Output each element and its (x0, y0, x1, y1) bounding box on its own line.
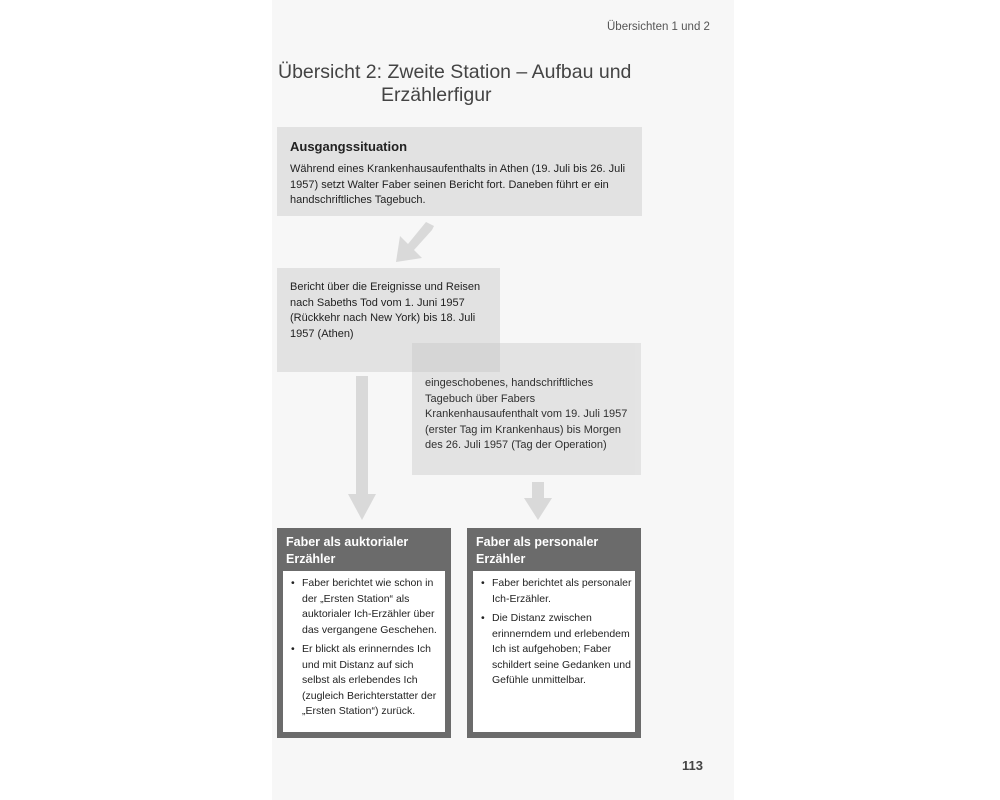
title-line-2: Erzählerfigur (381, 84, 492, 106)
personal-box (467, 528, 641, 738)
auktorial-heading: Faber als auktorialer Erzähler (286, 535, 409, 566)
page-number: 113 (682, 758, 703, 773)
situation-heading: Ausgangssituation (290, 139, 408, 154)
list-item: • Faber berichtet als personaler Ich-Erzähler. (480, 576, 632, 607)
diagonal-arrow-icon (392, 222, 438, 264)
box-overlap (412, 343, 500, 372)
tagebuch-text: eingeschobenes, handschriftliches Tagebuch über Fabers Krankenhausaufenthalt vom 19. Juli 1957 (erster Tag im Krankenhaus) bis Morgen des 26. Juli 1957 (Tag der Operation) (425, 377, 628, 451)
situation-box (277, 127, 642, 216)
bericht-text: Bericht über die Ereignisse und Reisen nach Sabeths Tod vom 1. Juni 1957 (Rückkehr nach New York) bis 18. Juli 1957 (Athen) (290, 281, 481, 340)
down-arrow-right-icon (524, 482, 552, 520)
list-item: • Er blickt als erinnerndes Ich und mit Distanz auf sich selbst als erlebendes Ich (zugleich Berichterstatter der „Ersten Station“) zurück. (290, 642, 442, 720)
title-line-1: Übersicht 2: Zweite Station – Aufbau und (278, 61, 632, 83)
list-item: • Die Distanz zwischen erinnerndem und erlebendem Ich ist aufgehoben; Faber schildert seine Gedanken und Gefühle unmittelbar. (480, 611, 632, 689)
running-head: Übersichten 1 und 2 (607, 21, 710, 33)
personal-list (480, 576, 632, 693)
personal-heading: Faber als personaler Erzähler (476, 535, 599, 566)
personal-content (473, 571, 635, 732)
list-item: • Faber berichtet wie schon in der „Ersten Station“ als auktorialer Ich-Erzähler über das vergangene Geschehen. (290, 576, 442, 638)
page-title (278, 61, 678, 107)
auktorial-list (290, 576, 442, 724)
down-arrow-left-icon (348, 376, 376, 520)
auktorial-box (277, 528, 451, 738)
situation-text: Während eines Krankenhausaufenthalts in Athen (19. Juli bis 26. Juli 1957) setzt Walter Faber seinen Bericht fort. Daneben führt er ein handschriftliches Tagebuch. (290, 163, 626, 206)
auktorial-content (283, 571, 445, 732)
